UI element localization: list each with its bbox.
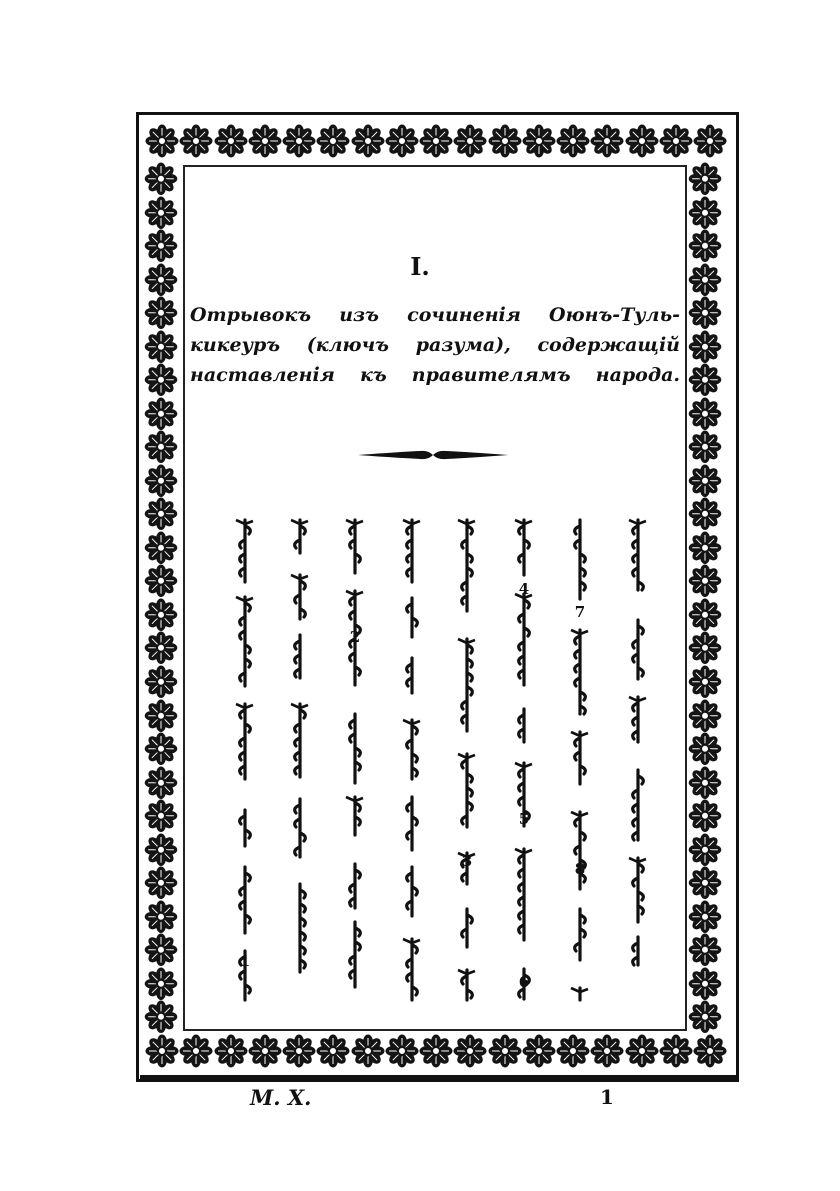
rosette-ornament [688,330,722,364]
mongolian-text-block [225,515,665,1005]
rosette-ornament [688,1000,722,1034]
rosette-ornament [688,900,722,934]
mongolian-script-glyphs [447,515,487,1005]
mongolian-script-glyphs [392,515,432,1005]
rosette-ornament [488,124,522,158]
rosette-ornament [522,124,556,158]
rosette-ornament [688,464,722,498]
rosette-ornament [144,833,178,867]
rosette-ornament [385,124,419,158]
mongolian-script-glyphs [335,515,375,1005]
rosette-ornament [693,124,727,158]
footnote-number: 8 [574,860,586,878]
mongolian-column [392,515,432,1005]
rosette-ornament [659,1034,693,1068]
page-number: 1 [600,1085,614,1109]
frame-shadow [140,1075,739,1081]
footnote-number: 2 [349,628,361,646]
rosette-ornament [248,1034,282,1068]
rosette-ornament [144,900,178,934]
rosette-ornament [385,1034,419,1068]
rosette-ornament [688,296,722,330]
rosette-ornament [282,124,316,158]
rosette-ornament [453,124,487,158]
mongolian-script-glyphs [280,515,320,1005]
rosette-ornament [590,124,624,158]
rosette-ornament [688,665,722,699]
rosette-ornament [625,1034,659,1068]
footnote-number: 4 [518,580,530,598]
rosette-ornament [688,564,722,598]
mongolian-script-glyphs [618,515,658,1005]
rosette-ornament [316,1034,350,1068]
rosette-ornament [144,866,178,900]
rosette-ornament [145,1034,179,1068]
rosette-ornament [144,564,178,598]
rosette-border-top [145,124,727,162]
rosette-ornament [688,933,722,967]
mongolian-column [225,515,265,1005]
rosette-ornament [248,124,282,158]
rosette-ornament [144,464,178,498]
footnote-number: 5 [518,810,530,828]
rosette-ornament [688,799,722,833]
heading-line: Отрывокъ изъ сочиненія Оюнъ-Туль- [190,304,680,326]
rosette-ornament [144,531,178,565]
mongolian-script-glyphs [225,515,265,1005]
rosette-ornament [144,430,178,464]
rosette-ornament [144,296,178,330]
rosette-ornament [625,124,659,158]
rosette-ornament [693,1034,727,1068]
section-number: I. [410,252,430,281]
footnote-number: 6 [518,973,530,991]
rosette-ornament [179,124,213,158]
rosette-border-right [688,162,726,1034]
rosette-ornament [316,124,350,158]
rosette-ornament [688,430,722,464]
rosette-ornament [419,124,453,158]
rosette-ornament [144,665,178,699]
rosette-ornament [688,196,722,230]
rosette-ornament [144,933,178,967]
rosette-ornament [282,1034,316,1068]
rosette-ornament [144,766,178,800]
rosette-ornament [144,497,178,531]
mongolian-column [280,515,320,1005]
rosette-ornament [144,732,178,766]
rosette-ornament [688,866,722,900]
rosette-ornament [688,967,722,1001]
rosette-ornament [688,397,722,431]
rosette-ornament [144,397,178,431]
rosette-ornament [144,699,178,733]
rosette-ornament [144,631,178,665]
rosette-ornament [145,124,179,158]
heading [190,300,680,390]
divider-ornament [358,447,508,463]
rosette-ornament [688,497,722,531]
rosette-ornament [556,1034,590,1068]
heading-line: кикеуръ (ключъ разума), содержащій [190,334,680,356]
footer-signature: М. Х. [250,1085,312,1110]
rosette-ornament [522,1034,556,1068]
rosette-ornament [688,598,722,632]
rosette-ornament [688,699,722,733]
footnote-number: 1 [239,952,251,970]
mongolian-column [560,515,600,1005]
rosette-ornament [453,1034,487,1068]
rosette-ornament [144,598,178,632]
rosette-ornament [144,196,178,230]
rosette-ornament [214,124,248,158]
rosette-ornament [688,631,722,665]
rosette-border-bottom [145,1034,727,1072]
rosette-border-left [144,162,182,1034]
rosette-ornament [419,1034,453,1068]
rosette-ornament [556,124,590,158]
rosette-ornament [351,124,385,158]
rosette-ornament [688,732,722,766]
rosette-ornament [688,363,722,397]
rosette-ornament [144,162,178,196]
rosette-ornament [488,1034,522,1068]
rosette-ornament [688,531,722,565]
rosette-ornament [144,1000,178,1034]
rosette-ornament [144,330,178,364]
footnote-number: 7 [574,603,586,621]
rosette-ornament [590,1034,624,1068]
mongolian-column [335,515,375,1005]
mongolian-script-glyphs [560,515,600,1005]
rosette-ornament [688,766,722,800]
rosette-ornament [144,799,178,833]
rosette-ornament [144,967,178,1001]
footnote-number: 3 [461,852,473,870]
rosette-ornament [688,162,722,196]
rosette-ornament [688,833,722,867]
mongolian-column [447,515,487,1005]
mongolian-column [618,515,658,1005]
rosette-ornament [144,363,178,397]
rosette-ornament [351,1034,385,1068]
heading-line: наставленія къ правителямъ народа. [190,364,680,386]
rosette-ornament [659,124,693,158]
rosette-ornament [214,1034,248,1068]
rosette-ornament [179,1034,213,1068]
